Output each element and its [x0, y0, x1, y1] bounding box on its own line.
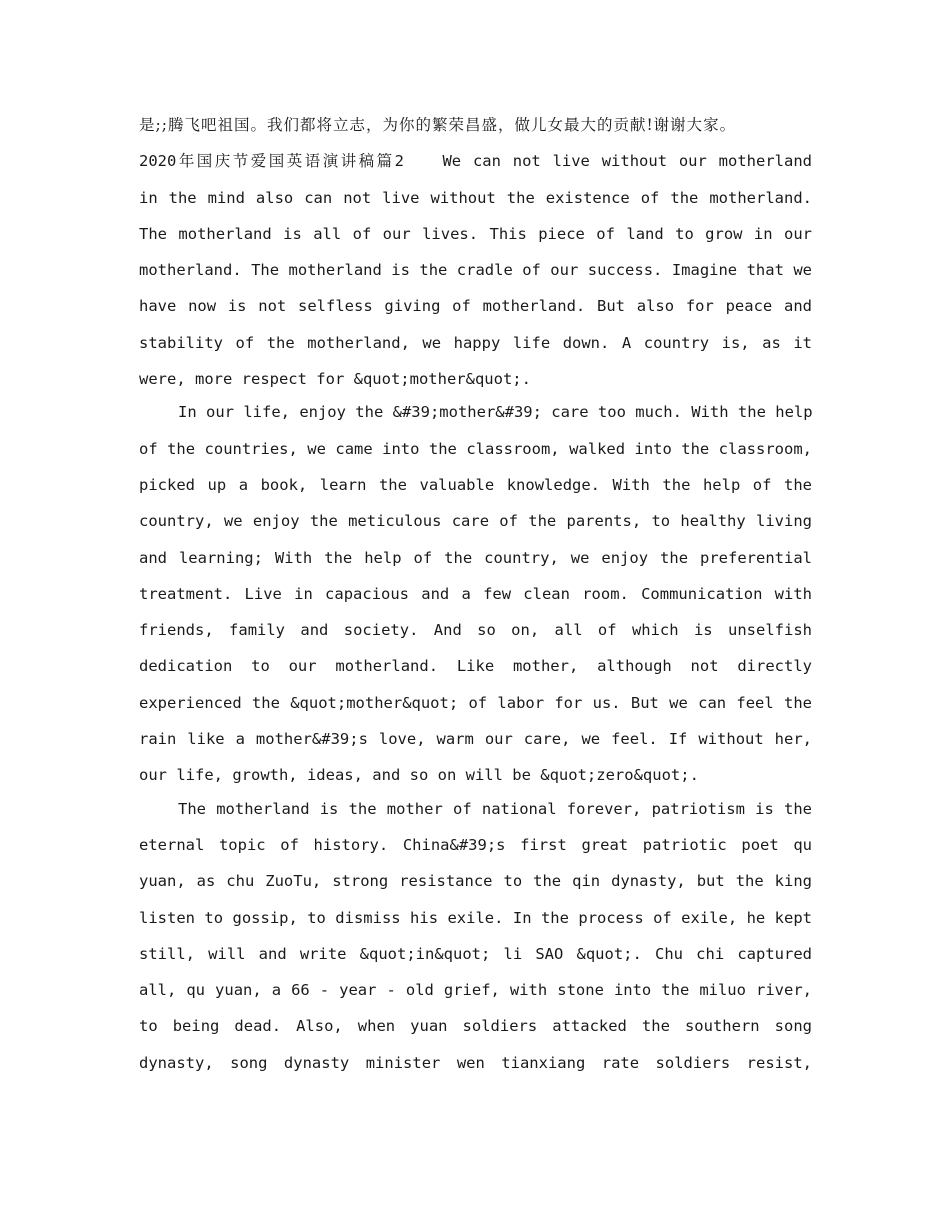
document-page [139, 110, 812, 1081]
text-line: picked up a book, learn the valuable knowledge. With the help of the [139, 475, 812, 494]
text-line: The motherland is all of our lives. This piece of land to grow in our [139, 224, 812, 243]
text-line: The motherland is the mother of national forever, patriotism is the [178, 799, 812, 818]
paragraph-intro [139, 107, 812, 397]
text-line: experienced the &quot;mother&quot; of labor for us. But we can feel the [139, 693, 812, 712]
text-line: in the mind also can not live without the existence of the motherland. [139, 188, 812, 207]
text-line: stability of the motherland, we happy life down. A country is, as it [139, 333, 812, 352]
text-line: yuan, as chu ZuoTu, strong resistance to the qin dynasty, but the king [139, 872, 812, 891]
text-line: to being dead. Also, when yuan soldiers attacked the southern song [139, 1017, 812, 1036]
text-line: motherland. The motherland is the cradle of our success. Imagine that we [139, 261, 812, 280]
text-line: our life, growth, ideas, and so on will be &quot;zero&quot;. [139, 766, 699, 785]
text-line: of the countries, we came into the classroom, walked into the classroom, [139, 439, 812, 458]
text-line: country, we enjoy the meticulous care of the parents, to healthy living [139, 512, 812, 531]
paragraph-2 [139, 394, 812, 793]
text-line: In our life, enjoy the &#39;mother&#39; care too much. With the help [178, 403, 813, 422]
text-line: all, qu yuan, a 66 - year - old grief, with stone into the miluo river, [139, 981, 812, 1000]
text-line: eternal topic of history. China&#39;s first great patriotic poet qu [139, 835, 812, 854]
text-line: 2020年国庆节爱国英语演讲稿篇2 We can not live without our motherland [139, 152, 812, 171]
text-line: dynasty, song dynasty minister wen tianxiang rate soldiers resist, [139, 1053, 812, 1072]
text-line: rain like a mother&#39;s love, warm our care, we feel. If without her, [139, 730, 812, 749]
text-line: treatment. Live in capacious and a few clean room. Communication with [139, 584, 812, 603]
text-line: have now is not selfless giving of motherland. But also for peace and [139, 297, 812, 316]
text-line: friends, family and society. And so on, all of which is unselfish [139, 621, 812, 640]
text-line: still, will and write &quot;in&quot; li SAO &quot;. Chu chi captured [139, 944, 812, 963]
text-line: listen to gossip, to dismiss his exile. In the process of exile, he kept [139, 908, 812, 927]
text-line: 是;;腾飞吧祖国。我们都将立志，为你的繁荣昌盛，做儿女最大的贡献!谢谢大家。 [139, 116, 737, 134]
text-line: and learning; With the help of the country, we enjoy the preferential [139, 548, 812, 567]
text-line: dedication to our motherland. Like mother, although not directly [139, 657, 812, 676]
text-line: were, more respect for &quot;mother&quot;. [139, 370, 531, 389]
paragraph-3 [139, 791, 812, 1081]
